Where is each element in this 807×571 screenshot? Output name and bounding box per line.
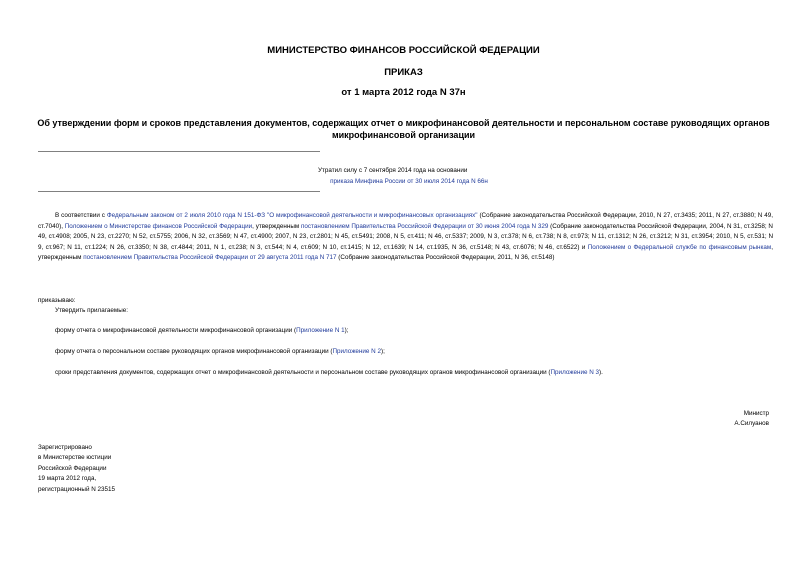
signature-block [734,409,769,429]
registration-line: регистрационный N 23515 [38,485,116,493]
preamble-text-6: (Собрание законодательства Российской Федерации, 2011, N 36, ст.5148) [336,254,555,262]
status-link[interactable]: приказа Минфина России от 30 июля 2014 года N 66н [330,177,488,185]
doc-type-heading: ПРИКАЗ [384,67,423,78]
preamble-text-4: (Собрание законодательства Российской Федерации, 2004, N 31, ст.3258; N 49, ст.4908; 2005, N 23, ст.2270; N 52, ст.5755; 2006, N 32, ст.3569; N 47, ст.4900; 2007, N 23, ст.2801; N 45, ст.5491; 2008, N 5, ст.411; N 46, ст.5337; 2009, N 3, ст.378; N 6, ст.738; N 8, ст.973; N 11, ст.1312; N 26, ст.3212; N 31, ст.3954; 2010, N 5, ст.531; N 9, ст.967; N 11, ст.1224; N 26, ст.3350; N 38, ст.4844; 2011, N 1, ст.238; N 3, ст.544; N 4, ст.609; N 10, ст.1415; N 12, ст.1639; N 14, ст.1935, N 36, ст.5148; N 43, ст.6076; N 46, ст.6522) и [38,222,773,251]
item-end: ); [380,348,385,355]
doc-date-number: от 1 марта 2012 года N 37н [341,87,466,98]
status-note [318,166,500,187]
item-text: форму отчета о персональном составе руководящих органов микрофинансовой организации ( [55,348,333,355]
item-text: форму отчета о микрофинансовой деятельности микрофинансовой организации ( [55,327,297,334]
link-federal-law-151[interactable]: Федеральным законом от 2 июля 2010 года N 151-ФЗ "О микрофинансовой деятельности и микрофинансовых организациях" [106,212,478,219]
preamble-text-2: (Собрание законодательства Российской Федерации, 2010, N 27, ст.3435; 2011, N 27, ст.3880; N 49, ст.7040), [38,212,774,230]
preamble-text-3: , утвержденным [252,222,301,230]
signature-position: Министр [743,410,769,417]
registration-line: Российской Федерации [38,464,107,472]
signature-name: А.Силуанов [734,420,769,427]
item-text: сроки представления документов, содержащих отчет о микрофинансовой деятельности и персональном составе руководящих органов микрофинансовой организации ( [55,369,551,376]
preamble-text-5: , утвержденным [38,243,774,262]
divider-bottom [38,191,320,192]
item-end: ). [599,369,603,376]
link-resolution-329[interactable]: постановлением Правительства Российской Федерации от 30 июня 2004 года N 329 [300,222,549,230]
link-ffms-regulation[interactable]: Положением о Федеральной службе по финансовым рынкам [587,243,772,251]
list-item [55,327,348,334]
link-appendix-1[interactable]: Приложение N 1 [296,327,345,334]
list-item [55,369,603,376]
divider-top [38,151,320,152]
link-appendix-3[interactable]: Приложение N 3 [550,369,600,376]
registration-line: в Министерстве юстиции [38,454,112,462]
preamble-text-1: В соответствии с [55,212,107,219]
approve-line: Утвердить прилагаемые: [55,307,128,314]
link-appendix-2[interactable]: Приложение N 2 [332,348,381,355]
link-minfin-regulation[interactable]: Положением о Министерстве финансов Российской Федерации [64,222,253,230]
order-word: приказываю: [38,297,76,304]
ministry-heading: МИНИСТЕРСТВО ФИНАНСОВ РОССИЙСКОЙ ФЕДЕРАЦИИ [267,45,540,56]
doc-title: Об утверждении форм и сроков представления документов, содержащих отчет о микрофинансовой деятельности и персональном составе руководящих органов микрофинансовой организации [37,118,770,140]
link-resolution-717[interactable]: постановлением Правительства Российской Федерации от 29 августа 2011 года N 717 [83,254,337,262]
list-item [55,348,385,355]
registration-line: Зарегистрировано [38,444,92,451]
status-line: Утратил силу с 7 сентября 2014 года на основании [318,167,468,174]
registration-line: 19 марта 2012 года, [38,475,97,483]
preamble-paragraph [38,211,773,264]
item-end: ); [344,327,349,334]
registration-block [38,443,115,495]
